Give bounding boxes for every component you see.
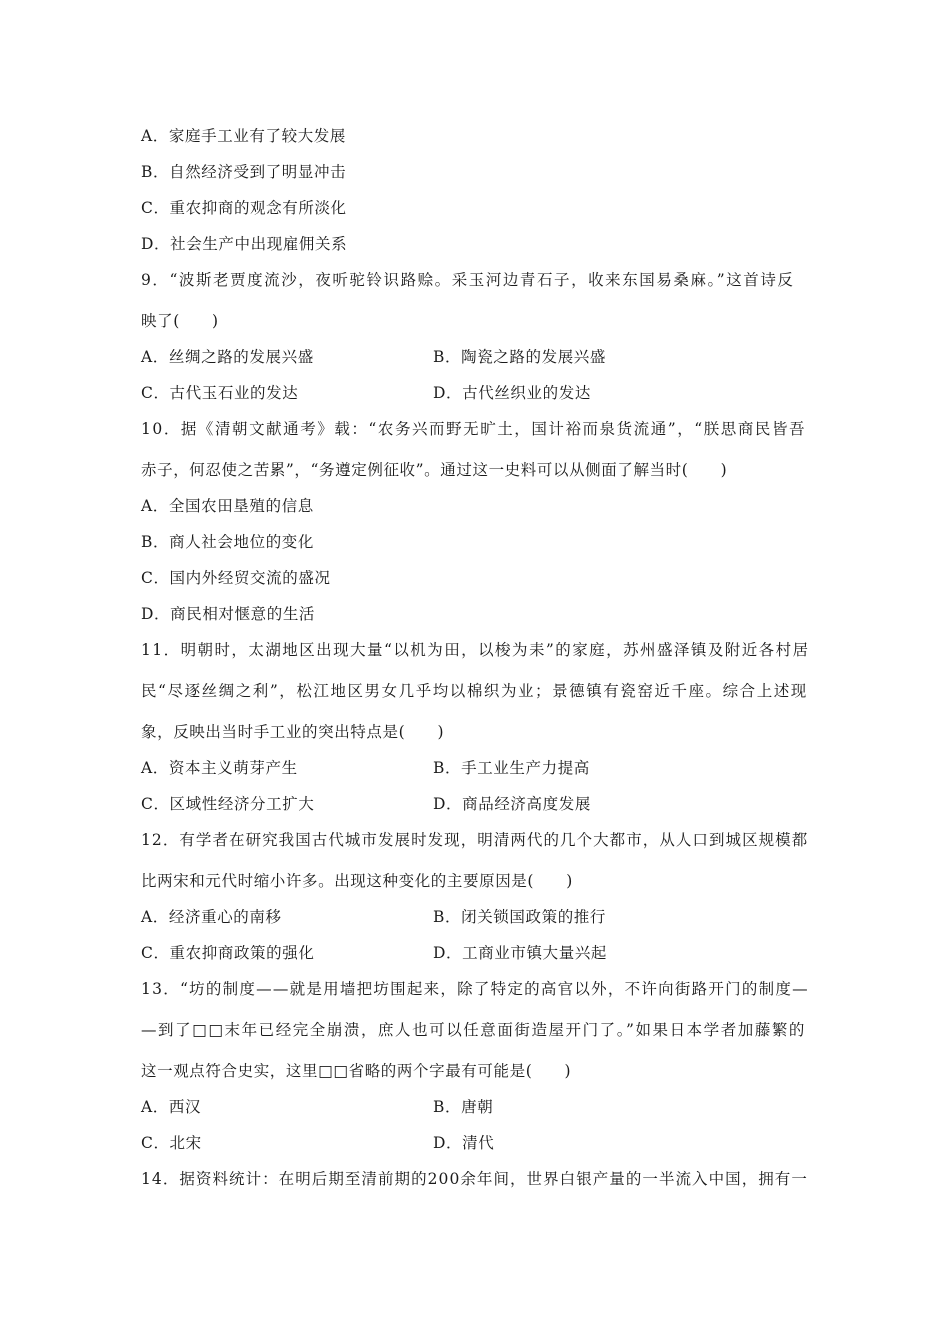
q11-option-d: D．商品经济高度发展 xyxy=(433,795,591,813)
q10-option-b: B．商人社会地位的变化 xyxy=(141,533,314,551)
q9-stem-line-2: 映了( ) xyxy=(141,312,219,330)
q11-option-b: B．手工业生产力提高 xyxy=(433,759,590,777)
q12-option-d: D．工商业市镇大量兴起 xyxy=(433,944,608,962)
q10-stem-line-1: 10．据《清朝文献通考》载：“农务兴而野无旷土，国计裕而泉货流通”，“朕思商民皆吾 xyxy=(141,420,807,438)
q11-option-c: C．区域性经济分工扩大 xyxy=(141,795,315,813)
q11-stem-line-3: 象，反映出当时手工业的突出特点是( ) xyxy=(141,723,445,741)
q10-option-c: C．国内外经贸交流的盛况 xyxy=(141,569,331,587)
q8-option-b: B．自然经济受到了明显冲击 xyxy=(141,163,347,181)
q13-option-d: D．清代 xyxy=(433,1134,495,1152)
q14-stem-line-1: 14．据资料统计：在明后期至清前期的200余年间，世界白银产量的一半流入中国，拥有一 xyxy=(141,1170,808,1188)
q12-stem-line-2: 比两宋和元代时缩小许多。出现这种变化的主要原因是( ) xyxy=(141,872,573,890)
q10-stem-line-2: 赤子，何忍使之苦累”，“务遵定例征收”。通过这一史料可以从侧面了解当时( ) xyxy=(141,461,728,479)
q9-option-b: B．陶瓷之路的发展兴盛 xyxy=(433,348,606,366)
q13-option-c: C．北宋 xyxy=(141,1134,202,1152)
q12-stem-line-1: 12．有学者在研究我国古代城市发展时发现，明清两代的几个大都市，从人口到城区规模都 xyxy=(141,831,809,849)
q13-stem-line-2: —到了□□末年已经完全崩溃，庶人也可以任意面街造屋开门了。”如果日本学者加藤繁的 xyxy=(141,1021,806,1039)
q13-option-b: B．唐朝 xyxy=(433,1098,494,1116)
q13-option-a: A．西汉 xyxy=(141,1098,202,1116)
q11-option-a: A．资本主义萌芽产生 xyxy=(141,759,298,777)
q12-option-b: B．闭关锁国政策的推行 xyxy=(433,908,606,926)
q8-option-d: D．社会生产中出现雇佣关系 xyxy=(141,235,348,253)
q13-stem-line-3: 这一观点符合史实，这里□□省略的两个字最有可能是( ) xyxy=(141,1062,572,1080)
q12-option-c: C．重农抑商政策的强化 xyxy=(141,944,315,962)
q12-option-a: A．经济重心的南移 xyxy=(141,908,282,926)
q11-stem-line-1: 11．明朝时，太湖地区出现大量“以机为田，以梭为耒”的家庭，苏州盛泽镇及附近各村居 xyxy=(141,641,810,659)
q8-option-c: C．重农抑商的观念有所淡化 xyxy=(141,199,347,217)
q9-option-d: D．古代丝织业的发达 xyxy=(433,384,591,402)
q11-stem-line-2: 民“尽逐丝绸之利”，松江地区男女几乎均以棉织为业；景德镇有瓷窑近千座。综合上述现 xyxy=(141,682,808,700)
q9-stem-line-1: 9．“波斯老贾度流沙，夜听驼铃识路赊。采玉河边青石子，收来东国易桑麻。”这首诗反 xyxy=(141,271,795,289)
q10-option-d: D．商民相对惬意的生活 xyxy=(141,605,316,623)
q8-option-a: A．家庭手工业有了较大发展 xyxy=(141,127,346,145)
q10-option-a: A．全国农田垦殖的信息 xyxy=(141,497,314,515)
q13-stem-line-1: 13．“坊的制度——就是用墙把坊围起来，除了特定的高官以外，不许向街路开门的制度— xyxy=(141,980,809,998)
q9-option-c: C．古代玉石业的发达 xyxy=(141,384,299,402)
q9-option-a: A．丝绸之路的发展兴盛 xyxy=(141,348,314,366)
